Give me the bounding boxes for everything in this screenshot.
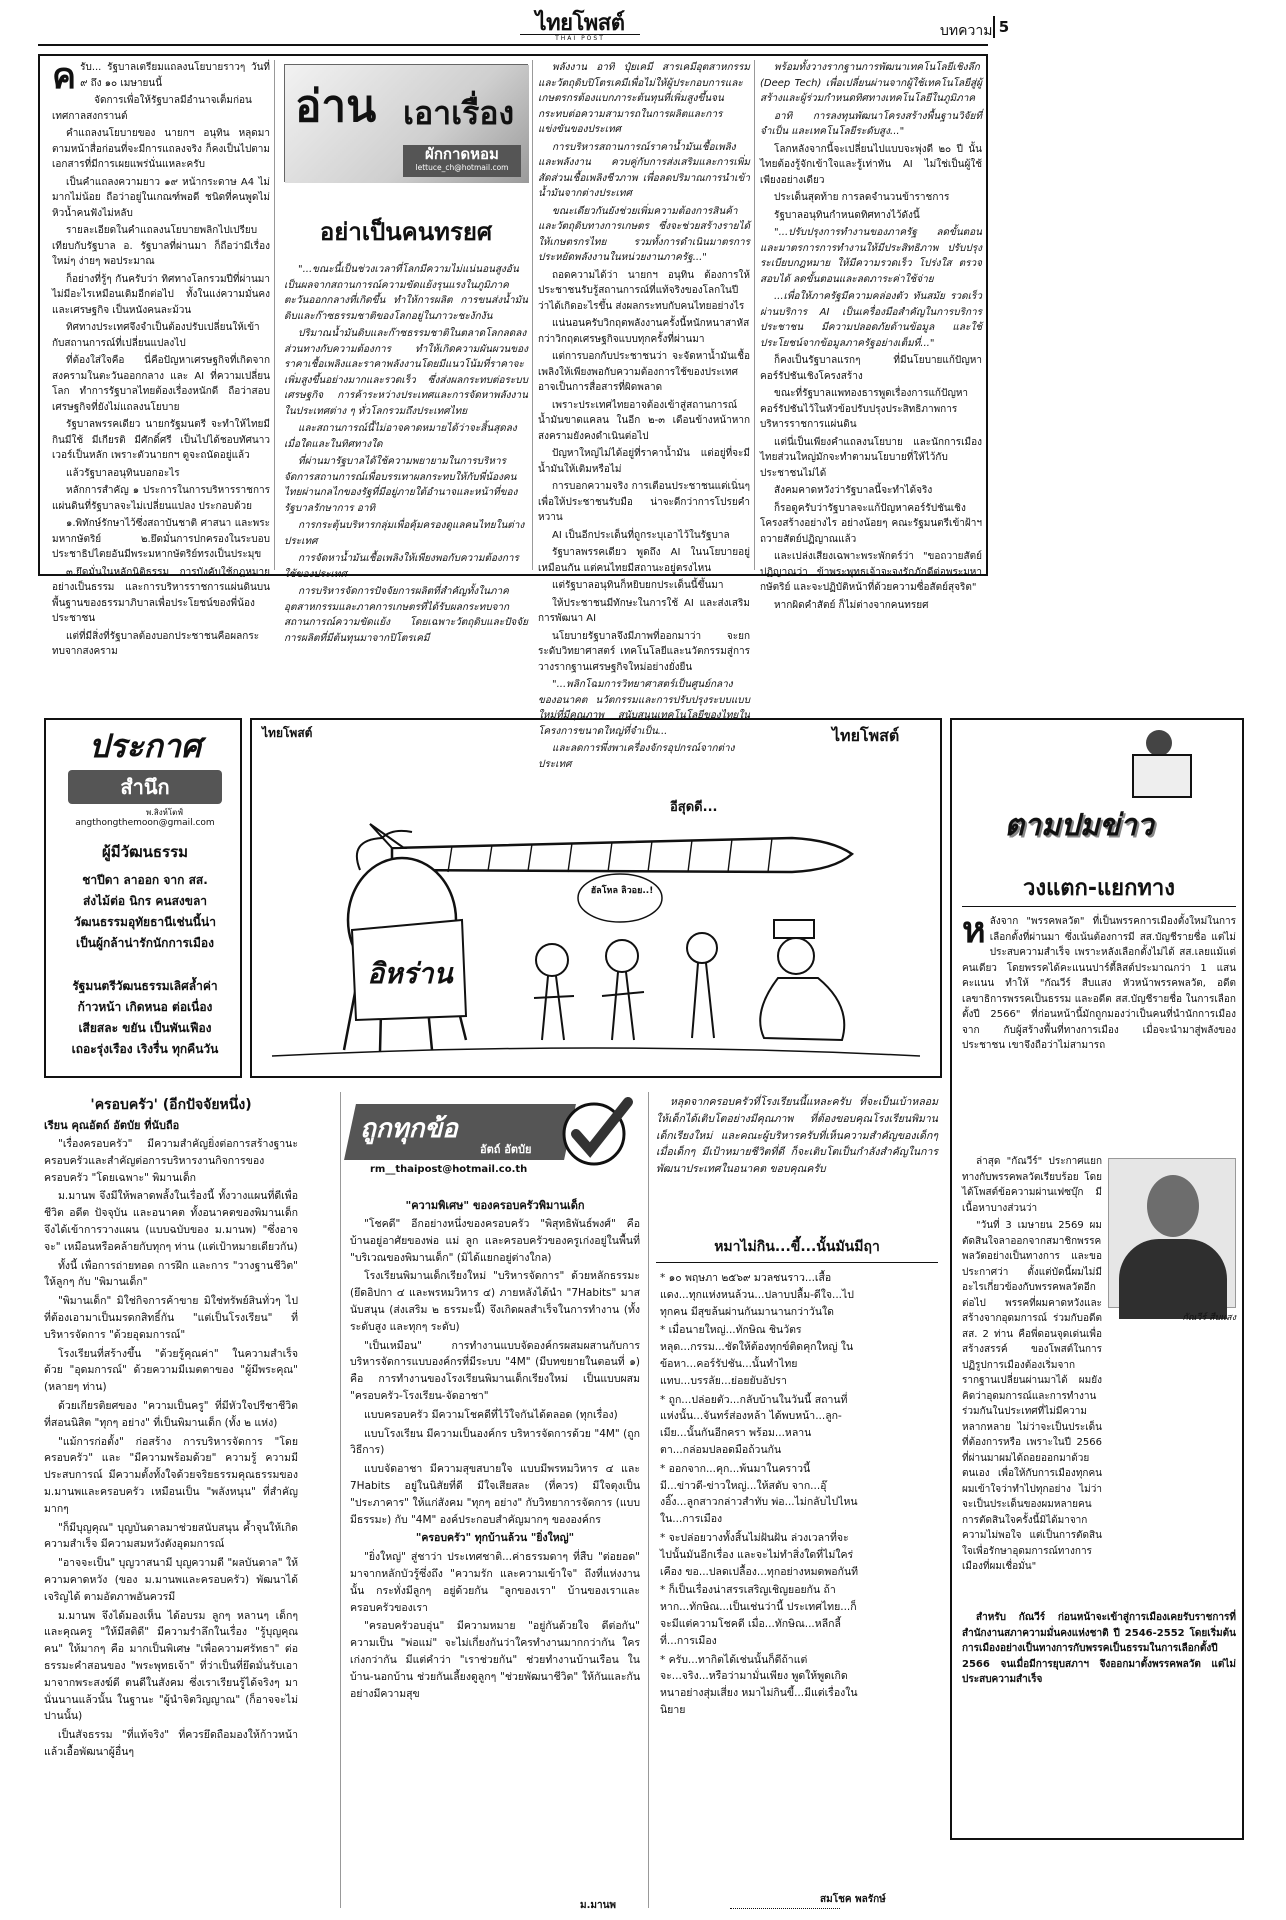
- paragraph: สังคมคาดหวังว่ารัฐบาลนี้จะทำได้จริง: [774, 485, 933, 496]
- news-body-3: [962, 1610, 1236, 1836]
- photo-head: [1147, 1175, 1199, 1237]
- paragraph: ขณะที่รัฐบาลแพทองธารพูดเรื่องการแก้ปัญหาคอร์รัปชันไว้ในหัวข้อปรับปรุงประสิทธิภาพการบริหารราชการแผ่นดิน: [760, 388, 969, 430]
- paragraph: "ก็มีบุญคุณ" บุญบันดาลมาช่วยสนับสนุน ค้ำจุนให้เกิดความสำเร็จ มีความสมหวังดังอุดมการณ์: [44, 1521, 298, 1551]
- news-body-1: [962, 910, 1236, 1150]
- paragraph: ม.มานพ จึงได้มองเห็น ได้อบรม ลูกๆ หลานๆ เด็กๆ และคุณครู "ให้มีสติดี" มีความรำลึกในเรื่อง "รู้บุญคุณคน" ให้มากๆ คือ มากเป็นพิเศษ "เพื่อความศรัทธา" ต่อธรรมะคำสอนของ "พระพุทธเจ้า" ที่ว่าเป็นที่ยึดมั่นรับเอามาจากพระสงฆ์ดี ตนดีในสังคม ซึ่งเราเรียนรู้ได้จริงๆ มานั่นนานแล้วนั้น ในฐานะ "ผู้นำจิตวิญญาณ" (ก็อาจจะไม่ปานนั้น): [44, 1609, 298, 1723]
- poem-line: เถอะรุ่งเรือง เริงรื่น ทุกคืนวัน: [71, 1042, 219, 1056]
- paragraph: แต่ที่มีสิ่งที่รัฐบาลต้องบอกประชาชนคือผลกระทบจากสงคราม: [52, 630, 260, 657]
- author-email: lettuce_ch@hotmail.com: [415, 163, 509, 172]
- paragraph: ...เพื่อให้ภาครัฐมีความคล่องตัว ทันสมัย รวดเร็ว ผ่านบริการ AI เป็นเครื่องมือสำคัญในการบริการประชาชน มีความปลอดภัยด้านข้อมูล และใช้ประโยชน์จากข้อมูลภาครัฐอย่างเต็มที่...": [760, 291, 982, 349]
- poem-column-subtitle-ribbon: [68, 770, 222, 804]
- poem-stanza: * ครับ...ทากิตได้เช่นนั้นก็ดีถ้าแต่จะ...จริง...หรือว่ามามั่นเพียง พูดให้พูดเกิดหนาอย่างสุ่มเสี่ยง หมาไม่กินขี้...มีแต่เรื่องในนิยาย: [660, 1653, 858, 1716]
- column-divider: [532, 60, 533, 570]
- paragraph: "โชคดี" อีกอย่างหนึ่งของครอบครัว "พิสุทธิพันธ์พงศ์" คือ บ้านอยู่อาศัยของพ่อ แม่ ลูก และครอบครัวของครูเก่งอยู่ในพื้นที่ "บริเวณของพิมานเด็ก" (มิได้แยกอยู่ต่างใกล): [350, 1218, 640, 1264]
- poem-stanza: * ถูก...ปล่อยตัว...กลับบ้านในวันนี้ สถานที่แห่งนั้น...จันทร์ส่องหล้า ได้พบหน้า...ลูก-เมีย...นั้นกันอีกครา พร้อม...หลานตา...กล่อมปลอดมือถ้วนกัน: [660, 1393, 848, 1456]
- column-title-a: อ่าน: [295, 81, 377, 132]
- masthead-logo: [520, 12, 640, 42]
- poem-email: angthongthemoon@gmail.com: [75, 818, 215, 828]
- paragraph: หลุดจากครอบครัวที่โรงเรียนนี้แหละครับ ที่จะเป็นเบ้าหลอมให้เด็กได้เติบโตอย่างมีคุณภาพ ที่ต้องขอบคุณโรงเรียนพิมานเด็กเรียงใหม่ และคณะผู้บริหารครับที่เห็นความสำคัญของเด็กๆ เมื่อเด็กๆ มีเป้าหมายชีวิตที่ดี ก็จะเติบโตเป็นกำลังสำคัญในการพัฒนาประเทศในอนาคต ขอบคุณครับ: [656, 1096, 938, 1176]
- paragraph: "ครอบครัว" ทุกบ้านล้วน "ยิ่งใหญ่": [415, 1532, 575, 1545]
- column-title: ถูกทุกข้อ: [360, 1114, 458, 1144]
- news-column-box: [950, 718, 1244, 1840]
- feature-col-3: [538, 60, 750, 770]
- paragraph: แล้วรัฐบาลอนุทินบอกอะไร: [66, 467, 180, 479]
- paragraph: รายละเอียดในคำแถลงนโยบายพลิกไปเปรียบเทียบกับรัฐบาล อ. รัฐบาลที่ผ่านมา ก็ถือว่ามีเรื่องใหม่ๆ ง่ายๆ พอประมาณ: [52, 225, 270, 267]
- paragraph: AI เป็นอีกประเด็นที่ถูกระบุเอาไว้ในรัฐบาล: [552, 529, 730, 541]
- poem-stanza: * จะปล่อยวางทั้งสิ้นไม่ฝันฝัน ล่วงเวลาที่จะไปนั้นมันอีกเรื่อง และจะไม่ทำสิ่งใดที่ไม่ใคร่เคือง ขอ...ปลดเปลื้อง...ทุกอย่างหมดพอกันที: [660, 1531, 859, 1578]
- paragraph: การจัดหาน้ำมันเชื้อเพลิงให้เพียงพอกับความต้องการใช้ของประเทศ: [284, 553, 519, 580]
- header-rule: [38, 44, 988, 46]
- poem-line: วัฒนธรรมอุทัยธานีเช่นนี้น่า: [74, 915, 216, 929]
- poem-byline: พ.สิงห์โตฟ์: [146, 808, 184, 817]
- mid-body: [350, 1216, 640, 1896]
- paragraph: และเปล่งเสียงเฉพาะพระพักตร์ว่า "ขอถวายสัตย์ปฏิญาณว่า ข้าพระพุทธเจ้าจะจงรักภักดีต่อพระมหากษัตริย์ และจะปฏิบัติหน้าที่ด้วยความซื่อสัตย์สุจริต": [760, 551, 982, 593]
- paragraph: โรงเรียนที่สร้างขึ้น "ด้วยรู้คุณค่า" ในความสำเร็จ ด้วย "อุดมการณ์" ด้วยความมีเมตตาของ "ผู้มีพระคุณ" (หลายๆ ท่าน): [44, 1347, 298, 1394]
- feature-headline: อย่าเป็นคนทรยศ: [319, 218, 493, 246]
- person-photo: [1108, 1158, 1236, 1308]
- paragraph: เป็นสัจธรรม "ที่แท้จริง" ที่ควรยึดถือมองให้ก้าวหน้าแล้วเอื้อพัฒนาผู้อื่นๆ: [44, 1729, 298, 1758]
- paragraph: รัฐบาลพรรคเดียว พูดถึง AI ในนโยบายอยู่เหมือนกัน แต่คนไทยมีสถานะอยู่ตรงไหน: [538, 547, 750, 574]
- poem-line: เสียสละ ขยัน เป็นพันเฟือง: [78, 1021, 212, 1035]
- paragraph: ปัญหาใหญ่ไม่ได้อยู่ที่ราคาน้ำมัน แต่อยู่ที่จะมีน้ำมันให้เติมหรือไม่: [538, 448, 750, 475]
- column-email: rm__thaipost@hotmail.co.th: [370, 1164, 528, 1175]
- paragraph: "...ปรับปรุงการทำงานของภาครัฐ ลดขั้นตอนและมาตรการการทำงานให้มีประสิทธิภาพ ปรับปรุงระเบียบกฎหมาย ให้มีความรวดเร็ว โปร่งใส ตรวจสอบได้ ลดขั้นตอนและลดภาระค่าใช้จ่าย: [760, 227, 982, 285]
- paragraph: "พิมานเด็ก" มิใช่กิจการค้าขาย มิใช่ทรัพย์สินทั่วๆ ไป ที่ต้องเอามาเป็นมรดกสิทธิ์กัน "แต่เป็นโรงเรียน" ที่บริหารจัดการ "ด้วยอุดมการณ์": [44, 1295, 298, 1341]
- column-header-ann-aow-ruang: [284, 64, 528, 182]
- paragraph: ก็อย่างที่รู้ๆ กันครับว่า ทิศทางโลกรวมปีที่ผ่านมา ไม่มีอะไรเหมือนเดิมอีกต่อไป ทั้งในแง่ความมั่นคงและเศรษฐกิจ เป็นหนังคนละม้วน: [52, 273, 270, 316]
- editorial-cartoon: [250, 718, 942, 1078]
- mid-subhead: "ความพิเศษ" ของครอบครัวพิมานเด็ก: [405, 1199, 585, 1212]
- paragraph: ถอดความได้ว่า นายกฯ อนุทิน ต้องการให้ประชาชนรับรู้สถานการณ์ที่แท้จริงของโลกในปี ว่าได้เกิดอะไรขึ้น ส่งผลกระทบกับคนไทยอย่างไร: [538, 269, 750, 312]
- paragraph: ก็รอดูครับว่ารัฐบาลจะแก้ปัญหาคอร์รัปชันเชิงโครงสร้างอย่างไร อย่างน้อยๆ คณะรัฐมนตรีเข้าฝ้าฯ ถวายสัตย์ปฏิญาณแล้ว: [760, 502, 982, 545]
- checkmark-icon: [550, 1094, 634, 1170]
- columnist-head: [1146, 730, 1172, 756]
- paragraph: คำแถลงนโยบายของ นายกฯ อนุทิน หลุดมาตามหน้าสื่อก่อนที่จะมีการแถลงจริง ก็คงเป็นไปตามเอกสารที่มีการเผยแพร่นั่นแหละครับ: [52, 128, 270, 170]
- paragraph: แต่รัฐบาลอนุทินก็หยิบยกประเด็นนี้ขึ้นมา: [552, 580, 724, 591]
- page-number: 5: [993, 16, 1013, 38]
- paragraph: "เป็นเหมือน" การทำงานแบบจัดองค์กรผสมผสานกับการบริหารจัดการแบบองค์กรที่มีระบบ "4M" (มีบทขยายในตอนที่ ๑) คือ การทำงานของโรงเรียนพิมานเด็กเรียงใหม่ เป็นแบบผสม "ครอบครัว-โรงเรียน-จัดอาชา": [350, 1339, 640, 1402]
- paragraph: การกระตุ้นบริหารกลุ่มเพื่อคุ้มครองดูแลคนไทยในต่างประเทศ: [284, 520, 525, 547]
- poem-line: เป็นผู้กล้าน่ารักนักการเมือง: [76, 936, 214, 950]
- news-paragraph: ลังจาก "พรรคพลวัต" ที่เป็นพรรคการเมืองตั้งใหม่ในการเลือกตั้งที่ผ่านมา ซึ่งเน้นต้องการมี สส.บัญชีรายชื่อ แต่ไม่ประสบความสำเร็จ เพราะหลังเลือกตั้งไม่ได้ สส.เลยแม้แต่คนเดียว โดยพรรคได้คะแนนปาร์ตี้ลิสต์ประมาณกว่า 1 แสนคะแนน ทำให้ "กัณวีร์ สืบแสง หัวหน้าพรรคพลวัต, อดีตเลขาธิการพรรคเป็นธรรม และอดีต สส.บัญชีรายชื่อ ในการเลือกตั้งปี 2566" ที่ก่อนหน้านี้มักถูกมองว่าเป็นคนที่นำนักการเมืองจาก กับผู้สร้างพื้นที่ทางการเมือง เมื่อจะนำมาสู่พลังของประชาชน เขาจึงถือว่าไม่สามารถ: [962, 916, 1236, 1051]
- feature-col-4: [760, 60, 982, 611]
- poem-box: [44, 718, 242, 1078]
- columnist-illustration: [1132, 730, 1192, 802]
- paragraph: "...ขณะนี้เป็นช่วงเวลาที่โลกมีความไม่แน่นอนสูงอันเป็นผลจากสถานการณ์ความขัดแย้งรุนแรงในภูมิภาคตะวันออกกลางที่เกิดขึ้น ทำให้การผลิต การขนส่งน้ำมันดิบและก๊าซธรรมชาติของโลกอยู่ในภาวะชะงักงัน: [284, 264, 528, 322]
- column-header-took-took-kho: [350, 1094, 640, 1184]
- poem-heading: ผู้มีวัฒนธรรม: [101, 843, 189, 861]
- paragraph: "อาจจะเป็น" บุญวาสนามี บุญความดี "ผลบันดาล" ให้ความคาดหวัง (ของ ม.มานพและครอบครัว) พัฒนาได้เจริญได้ ตามอัตภาพอันควรมี: [44, 1557, 298, 1603]
- feature-col-2: [284, 262, 528, 644]
- paragraph: ที่ต้องใส่ใจคือ นี่คือปัญหาเศรษฐกิจที่เกิดจากสงครามในตะวันออกกลาง และ AI ที่ความเปลี่ยนโลก ทำการรัฐบาลไทยต้องเรื่องหนักดี ถือว่าสอบเศรษฐกิจที่ยังไม่แถลงนโยบาย: [52, 355, 270, 413]
- poem-line: ก้าวหน้า เกิดหนอ ต่อเนื่อง: [77, 1000, 213, 1014]
- paragraph: อาทิ การลงทุนพัฒนาโครงสร้างพื้นฐานวิจัยที่จำเป็น และเทคโนโลยีระดับสูง...": [760, 110, 982, 137]
- paragraph: การบอกความจริง การเตือนประชาชนแต่เนิ่นๆ เพื่อให้ประชาชนรับมือ น่าจะดีกว่าการโปรยคำหวาน: [538, 481, 750, 523]
- poem-body: [660, 1270, 860, 1890]
- continued-paragraph: [656, 1094, 938, 1230]
- mid-signature: ม.มานพ: [580, 1900, 617, 1911]
- paragraph: การบริหารสถานการณ์ราคาน้ำมันเชื้อเพลิงและพลังงาน ควบคู่กับการส่งเสริมและการเพิ่มสัดส่วนเชื้อเพลิงชีวภาพ เพื่อลดปริมาณการนำเข้าน้ำมันจากต่างประเทศ: [538, 141, 750, 199]
- letter-body: [44, 1136, 298, 1912]
- paragraph: ๑.พิทักษ์รักษาไว้ซึ่งสถาบันชาติ ศาสนา และพระมหากษัตริย์ ๒.ยึดมั่นการปกครองในระบอบประชาธิปไตยอันมีพระมหากษัตริย์ทรงเป็นประมุข: [52, 518, 270, 560]
- author-name: ผักกาดหอม: [425, 145, 499, 163]
- cartoon-sign-text: อิหร่าน: [367, 957, 453, 990]
- poem-stanza: * ก็เป็นเรื่องน่าสรรเสริญเชิญยอยกัน ถ้าหาก...ทักษิณ...เป็นเช่นว่านี้ ประเทศไทย...ก็จะมีแต่ความโชคดี เมื่อ...ทักษิณ...หลีกลี้ที่...การเมือง: [660, 1584, 857, 1647]
- headline-rule: [656, 1262, 938, 1263]
- column-title: ตามปมข่าว: [1004, 808, 1154, 843]
- photo-shoulders: [1119, 1239, 1227, 1319]
- paragraph: จัดการเพื่อให้รัฐบาลมีอำนาจเต็มก่อนเทศกาลสงกรานต์: [52, 95, 252, 122]
- poem-column-subtitle: สำนึก: [120, 775, 170, 799]
- dotted-rule: [730, 1908, 840, 1909]
- news-paragraph: ล่าสุด "กัณวีร์" ประกาศแยกทางกับพรรคพลวัตเรียบร้อย โดยได้โพสต์ข้อความผ่านเฟซบุ๊ก มีเนื้อหาบางส่วนว่า: [962, 1156, 1102, 1214]
- poem-stanza: * ออกจาก...คุก...พ้นมาในคราวนี้ มี...ข่าวดี-ข่าวใหญ่...ให้สดับ จาก...อุ๊งอิ๊ง...ลูกสาวกล่าวสำทับ พ่อ...ไม่กลับไปไหนใน...การเมือง: [660, 1462, 858, 1526]
- paragraph: แบบจัดอาชา มีความสุขสบายใจ แบบมีพรหมวิหาร ๔ และ 7Habits อยู่ในนิสัยที่ดี มีใจเสียสละ (ที่ควร) มีใจตุงเป็น "ประภาคาร" ให้แก่สังคม "ทุกๆ อย่าง" กับวิทยาการจัดการ (แบบมีธรรมะ) กับ "4M" องค์ประกอบสำคัญมากๆ ขององค์กร: [350, 1463, 640, 1526]
- column-divider: [274, 60, 275, 570]
- poem-stanza-1: [52, 870, 238, 954]
- cartoon-speech-2: ฮัลโหล ลิวอย..!: [590, 886, 654, 896]
- paragraph: ทิศทางประเทศจึงจำเป็นต้องปรับเปลี่ยนให้เข้ากับสถานการณ์ที่เปลี่ยนแปลงไป: [52, 322, 260, 349]
- poem-stanza-2: [52, 976, 238, 1060]
- column-title-b: เอาเรื่อง: [403, 94, 515, 132]
- news-paragraph: "วันที่ 3 เมษายน 2569 ผมตัดสินใจลาออกจากสมาชิกพรรคพลวัตอย่างเป็นทางการ และขอประกาศว่า ตั้งแต่บัดนี้ผมไม่มีอะไรเกี่ยวข้องกับพรรคพลวัตอีกต่อไป พรรคที่ผมคาดหวังและสร้างจากอุดมการณ์ ร่วมกับอดีต สส. 2 ท่าน คือพี่ดอนจุดเด่นเพื่อสร้างสรรค์ ของโพสต์ในการปฏิรูปการเมืองต้องเริ่มจากรากฐานเปลี่ยนผ่านมาได้ ผมยังคิดว่าอุดมการณ์และการทำงานร่วมกันในประเทศที่ไม่มีความหลากหลาย ไม่ว่าจะเป็นประเด็นที่ต้องการหรือ เพราะในปี 2566 ที่ผ่านมาผมได้ถอยออกมาด้วยตนเอง เพื่อให้กับการเมืองทุกคน ผมเข้าใจว่าทำไปทุกอย่าง ไม่ว่าจะเป็นประเด็นของผมหลายคน การตัดสินใจครั้งนี้มิได้มาจากความไม่พอใจ แต่เป็นการตัดสินใจเพื่อรักษาอุดมการณ์ทางการเมืองที่ผมเชื่อมั่น": [962, 1220, 1102, 1572]
- letter-headline: 'ครอบครัว' (อีกปัจจัยหนึ่ง): [90, 1097, 252, 1113]
- column-divider: [648, 1092, 649, 1908]
- paragraph: "เรื่องครอบครัว" มีความสำคัญยิ่งต่อการสร้างฐานะครอบครัวและสำคัญต่อการบริหารงานกิจการของครอบครัว "โดยเฉพาะ" พิมานเด็ก: [44, 1138, 298, 1184]
- paragraph: "แม้การก่อตั้ง" ก่อสร้าง การบริหารจัดการ "โดยครอบครัว" และ "มีความพร้อมด้วย" ความรู้ ความมีประสบการณ์ มีความตั้งทั้งใจด้วยจริยธรรมคุณธรรมของ ม.มานพและครอบครัว เหมือนเป็น "พลังหนุน" ที่สำคัญมากๆ: [44, 1435, 298, 1515]
- paragraph: และลดการพึ่งพาเครื่องจักรอุปกรณ์จากต่างประเทศ: [538, 743, 735, 770]
- masthead-logo-text: ไทยโพสต์: [535, 10, 625, 36]
- paragraph: การบริหารจัดการปัจจัยการผลิตที่สำคัญทั้งในภาคอุตสาหกรรมและภาคการเกษตรที่ได้รับผลกระทบจากสถานการณ์ความขัดแย้ง โดยเฉพาะวัตถุดิบและปัจจัยการผลิตที่มีต้นทุนมาจากปิโตรเคมี: [284, 586, 528, 644]
- poem-signature: สมโชค พลรักษ์: [820, 1894, 886, 1905]
- paragraph: ม.มานพ จึงมีให้พลาดพลั้งในเรื่องนี้ ทั้งวางแผนที่ดีเพื่อชีวิต อดีต ปัจจุบัน และอนาคต ทั้งอนาคตของพิมานเด็ก จึงได้เข้าการวางแผน (แบบฉบับของ ม.มานพ) "ซึ่งอาจจะ" เหมือนหรือคล้ายกับทุกๆ ท่าน (แต่เป้าหมายเดียวกัน): [44, 1190, 298, 1253]
- page-header: [38, 12, 1250, 46]
- paragraph: ขณะเดียวกันยังช่วยเพิ่มความต้องการสินค้าและวัตถุดิบทางการเกษตร ซึ่งจะช่วยสร้างรายได้ให้เกษตรกรไทย รวมทั้งการดำเนินมาตรการประหยัดพลังงานในหน่วยงานภาครัฐ...": [538, 205, 750, 263]
- headline-rule: [962, 906, 1236, 907]
- poem-stanza: * เมื่อนายใหญ่...ทักษิณ ชินวัตร หลุด...กรรม...ชัดให้ต้องทุกข์ติดคุกใหญ่ ในข้อหา...คอร์รัปชัน...นั้นทำไทย แทบ...บรรลัย...ย่อยยับอัปรา: [660, 1324, 854, 1387]
- poem-line: รัฐมนตรีวัฒนธรรมเลิศล้ำค่า: [72, 979, 218, 993]
- poem-line: ชาปีดา ลาออก จาก สส.: [82, 873, 208, 887]
- poem-headline: หมาไม่กิน...ขี้...นั้นมันมีฤา: [714, 1239, 880, 1255]
- paragraph: เพราะประเทศไทยอาจต้องเข้าสู่สถานการณ์น้ำมันขาดแคลน ในอีก ๒-๓ เดือนข้างหน้าหากสงครามยังคงดำเนินต่อไป: [538, 399, 750, 442]
- paragraph: ประเด็นสุดท้าย การลดจำนวนข้าราชการ: [774, 192, 950, 203]
- newspaper-icon: [1132, 754, 1192, 798]
- paragraph: นโยบายรัฐบาลจึงมีภาพที่ออกมาว่า จะยกระดับวิทยาศาสตร์ เทคโนโลยีและนวัตกรรมสู่การวางรากฐานเศรษฐกิจใหม่อย่างยั่งยืน: [538, 630, 750, 673]
- paragraph: พลังงาน อาทิ ปุ๋ยเคมี สารเคมีอุตสาหกรรม และวัตถุดิบปิโตรเคมีเพื่อไม่ให้ผู้ประกอบการและเกษตรกรต้องแบกภาระต้นทุนที่เพิ่มสูงขึ้นจนกระทบต่อความสามารถในการผลิตและการแข่งขันของประเทศ: [538, 62, 750, 135]
- paragraph: ด้วยเกียรติยศของ "ความเป็นครู" ที่มีหัวใจปรีชาชีวิตที่สอนนิสิต "ทุกๆ อย่าง" ที่เป็นพิมานเด็ก (ทั้ง ๒ แห่ง): [44, 1399, 298, 1429]
- column-divider: [754, 60, 755, 570]
- cartoon-logo-right: ไทยโพสต์: [832, 726, 900, 745]
- letter-byline: เรียน คุณอัตถ์ อัตบัย ที่นับถือ: [44, 1119, 180, 1132]
- drop-cap: ค: [52, 56, 77, 97]
- paragraph: รับ... รัฐบาลเตรียมแถลงนโยบายราวๆ วันที่ ๙ ถึง ๑๐ เมษายนนี้: [80, 62, 270, 89]
- poem-column-title: ประกาศ: [88, 727, 202, 765]
- paragraph: "...พลิกโฉมการวิทยาศาสตร์เป็นศูนย์กลางของอนาคต นวัตกรรมและการปรับปรุงระบบแบบใหม่ที่มีคุณภาพ สนับสนุนเทคโนโลยีของไทยในโครงการขนาดใหญ่ที่จำเป็น...: [538, 679, 750, 737]
- paragraph: ให้ประชาชนมีทักษะในการใช้ AI และส่งเสริมการพัฒนา AI: [538, 597, 750, 624]
- masthead-logo-sub: THAI POST: [520, 34, 640, 43]
- paragraph: รัฐบาลพรรคเดียว นายกรัฐมนตรี จะทำให้ไทยมีกินมีใช้ มีเกียรติ มีศักดิ์ศรี เป็นไปได้ชอบทัศนาวเวอร์เป็นหลัก เพราะตัวนายกฯ ดูจะถนัดอยู่แล้ว: [52, 419, 270, 461]
- feature-col-1: [52, 56, 270, 657]
- column-author: อัตถ์ อัตบัย: [480, 1143, 532, 1156]
- paragraph: แบบโรงเรียน มีความเป็นองค์กร บริหารจัดการด้วย "4M" (ถูกวิธีการ): [350, 1427, 640, 1457]
- column-divider: [340, 1092, 341, 1908]
- news-body-2: [962, 1154, 1102, 1602]
- paragraph: เป็นคำแถลงความยาว ๑๙ หน้ากระดาษ A4 ไม่มากไม่น้อย ถือว่าอยู่ในเกณฑ์พอดี ชนิดที่คนพูดไม่หิวน้ำคนฟังไม่หลับ: [52, 176, 270, 219]
- paragraph: หากผิดคำสัตย์ ก็ไม่ต่างจากคนทรยศ: [774, 599, 929, 611]
- paragraph: ที่ผ่านมารัฐบาลได้ใช้ความพยายามในการบริหารจัดการสถานการณ์เพื่อบรรเทาผลกระทบให้กับพี่น้องคนไทยผ่านกลไกของรัฐที่มีอยู่ภายใต้อำนาจและหน้าที่ของรัฐบาลรักษาการ อาทิ: [284, 456, 518, 514]
- paragraph: แบบครอบครัว มีความโชคดีที่ไว้ใจกันได้ตลอด (ทุกเรื่อง): [364, 1408, 618, 1421]
- poem-stanza: * ๑๐ พฤษภา ๒๕๖๙ มวลชนราว...เสื้อแดง...ทุกแห่งหนล้วน...ปลาบปลื้ม-ดีใจ...ไปทุกคน มีสุขล้นผ่านกันมานานกว่าวันใด: [660, 1272, 854, 1318]
- paragraph: ๓.ยึดมั่นในหลักนิติธรรม การบังคับใช้กฎหมายอย่างเป็นธรรม และการบริหารราชการแผ่นดินบนพื้นฐานของธรรมาภิบาลเพื่อประโยชน์ของพี่น้องประชาชน: [52, 566, 270, 624]
- paragraph: แต่นี่เป็นเพียงคำแถลงนโยบาย และนักการเมืองไทยส่วนใหญ่มักจะทำตามนโยบายที่ให้ไว้กับประชาชนไม่ได้: [760, 436, 982, 479]
- paragraph: ทั้งนี้ เพื่อการถ่ายทอด การฝึก และการ "วางฐานชีวิต" ให้ลูกๆ กับ "พิมานเด็ก": [44, 1259, 298, 1289]
- section-label: บทความ: [940, 23, 993, 39]
- paragraph: รัฐบาลอนุทินกำหนดทิศทางไว้ดังนี้: [774, 209, 920, 221]
- drop-cap: ห: [962, 910, 986, 951]
- photo-caption: กัณวีร์ สืบแสง: [1182, 1313, 1236, 1323]
- paragraph: แต่การบอกกับประชาชนว่า จะจัดหาน้ำมันเชื้อเพลิงให้เพียงพอกับความต้องการใช้ของประเทศ อาจเป็นการสื่อสารที่ผิดพลาด: [538, 351, 750, 393]
- cartoon-speech-1: อีสุดดี...: [670, 800, 718, 815]
- news-paragraph: สำหรับ กัณวีร์ ก่อนหน้าจะเข้าสู่การเมืองเคยรับราชการที่สำนักงานสภาความมั่นคงแห่งชาติ ปี 2546-2552 โดยเริ่มต้นการเมืองอย่างเป็นทางการกับพรรคเป็นธรรมในการเลือกตั้งปี 2566 จนเมื่อมีการยุบสภาฯ จึงออกมาตั้งพรรคพลวัต แต่ไม่ประสบความสำเร็จ: [962, 1612, 1236, 1685]
- author-tag: [403, 145, 521, 177]
- cartoon-logo-left: ไทยโพสต์: [262, 726, 313, 740]
- cartoon-drawing: [252, 720, 940, 1076]
- news-headline: วงแตก-แยกทาง: [1022, 876, 1175, 901]
- poem-line: ส่งไม้ต่อ นิกร คนสงขลา: [82, 894, 208, 908]
- paragraph: หลักการสำคัญ ๑ ประการในการบริหารราชการแผ่นดินที่รัฐบาลจะไม่เปลี่ยนแปลง ประกอบด้วย: [52, 485, 270, 512]
- paragraph: โลกหลังจากนี้จะเปลี่ยนไปแบบจะพุ่งดี ๒๐ ปี นั้นไทยต้องรู้จักเข้าใจและรู้เท่าทัน AI ไม่ใช่เป็นผู้ใช้เพียงอย่างเดียว: [760, 143, 982, 186]
- paragraph: "ยิ่งใหญ่" สู่ชาว่า ประเทศชาติ...ค่าธรรมดาๆ ที่สืบ "ต่อยอด" มาจากหลักบัวรู้ซึ่งถึง "ความรัก และความเข้าใจ" ถึงที่แห่งงานนั้น กระทั่งมีลูกๆ อยู่ด้วยกัน "ลูกของเรา" บ้านของเราและครอบครัวของเรา: [350, 1551, 640, 1614]
- paragraph: โรงเรียนพิมานเด็กเรียงใหม่ "บริหารจัดการ" ด้วยหลักธรรมะ (ยึดอิปกา ๔ และพรหมวิหาร ๔) ภายหลังได้นำ "7Habits" มาสนับสนุน (ส่งเสริม ๒ ธรรมะนี้) จึงเกิดผลสำเร็จในการทำงาน (ทั้งระดับสูง และทุกๆ ระดับ): [350, 1270, 640, 1333]
- paragraph: ปริมาณน้ำมันดิบและก๊าซธรรมชาติในตลาดโลกลดลงส่วนทางกับความต้องการ ทำให้เกิดความผันผวนของราคาเชื้อเพลิงและราคาพลังงานโดยมีแนวโน้มที่ราคาจะเพิ่มสูงขึ้นอย่างมากและรวดเร็ว ซึ่งส่งผลกระทบต่อระบบเศรษฐกิจ การค้าระหว่างประเทศและการจัดหาพลังงานในประเทศต่าง ๆ ทั่วโลกรวมถึงประเทศไทย: [284, 328, 528, 417]
- paragraph: แน่นอนครับวิกฤตพลังงานครั้งนี้หนักหนาสาหัสกว่าวิกฤตเศรษฐกิจแบบทุกครั้งที่ผ่านมา: [538, 318, 750, 345]
- paragraph: และสถานการณ์นี้ไม่อาจคาดหมายได้ว่าจะสิ้นสุดลงเมื่อใดและในทิศทางใด: [284, 423, 517, 450]
- paragraph: พร้อมทั้งวางรากฐานการพัฒนาเทคโนโลยีเชิงลึก (Deep Tech) เพื่อเปลี่ยนผ่านจากผู้ใช้เทคโนโลยีสู่ผู้สร้างและผู้ร่วมกำหนดทิศทางเทคโนโลยีในภูมิภาค: [760, 62, 982, 104]
- paragraph: ก็คงเป็นรัฐบาลแรกๆ ที่มีนโยบายแก้ปัญหาคอร์รัปชันเชิงโครงสร้าง: [760, 355, 982, 382]
- paragraph: "ครอบครัวอบอุ่น" มีความหมาย "อยู่กันด้วยใจ ดีต่อกัน" ความเป็น "พ่อแม่" จะไม่เกี่ยงกันว่าใครทำงานมากกว่ากัน ใครเก่งกว่ากัน มีแต่คำว่า "เราช่วยกัน" ช่วยทำงานบ้านเรือน ในบ้าน-นอกบ้าน ช่วยกันเลี้ยงดูลูกๆ "ช่วยพัฒนาชีวิต" ให้กันและกันอย่างมีความสุข: [350, 1620, 640, 1700]
